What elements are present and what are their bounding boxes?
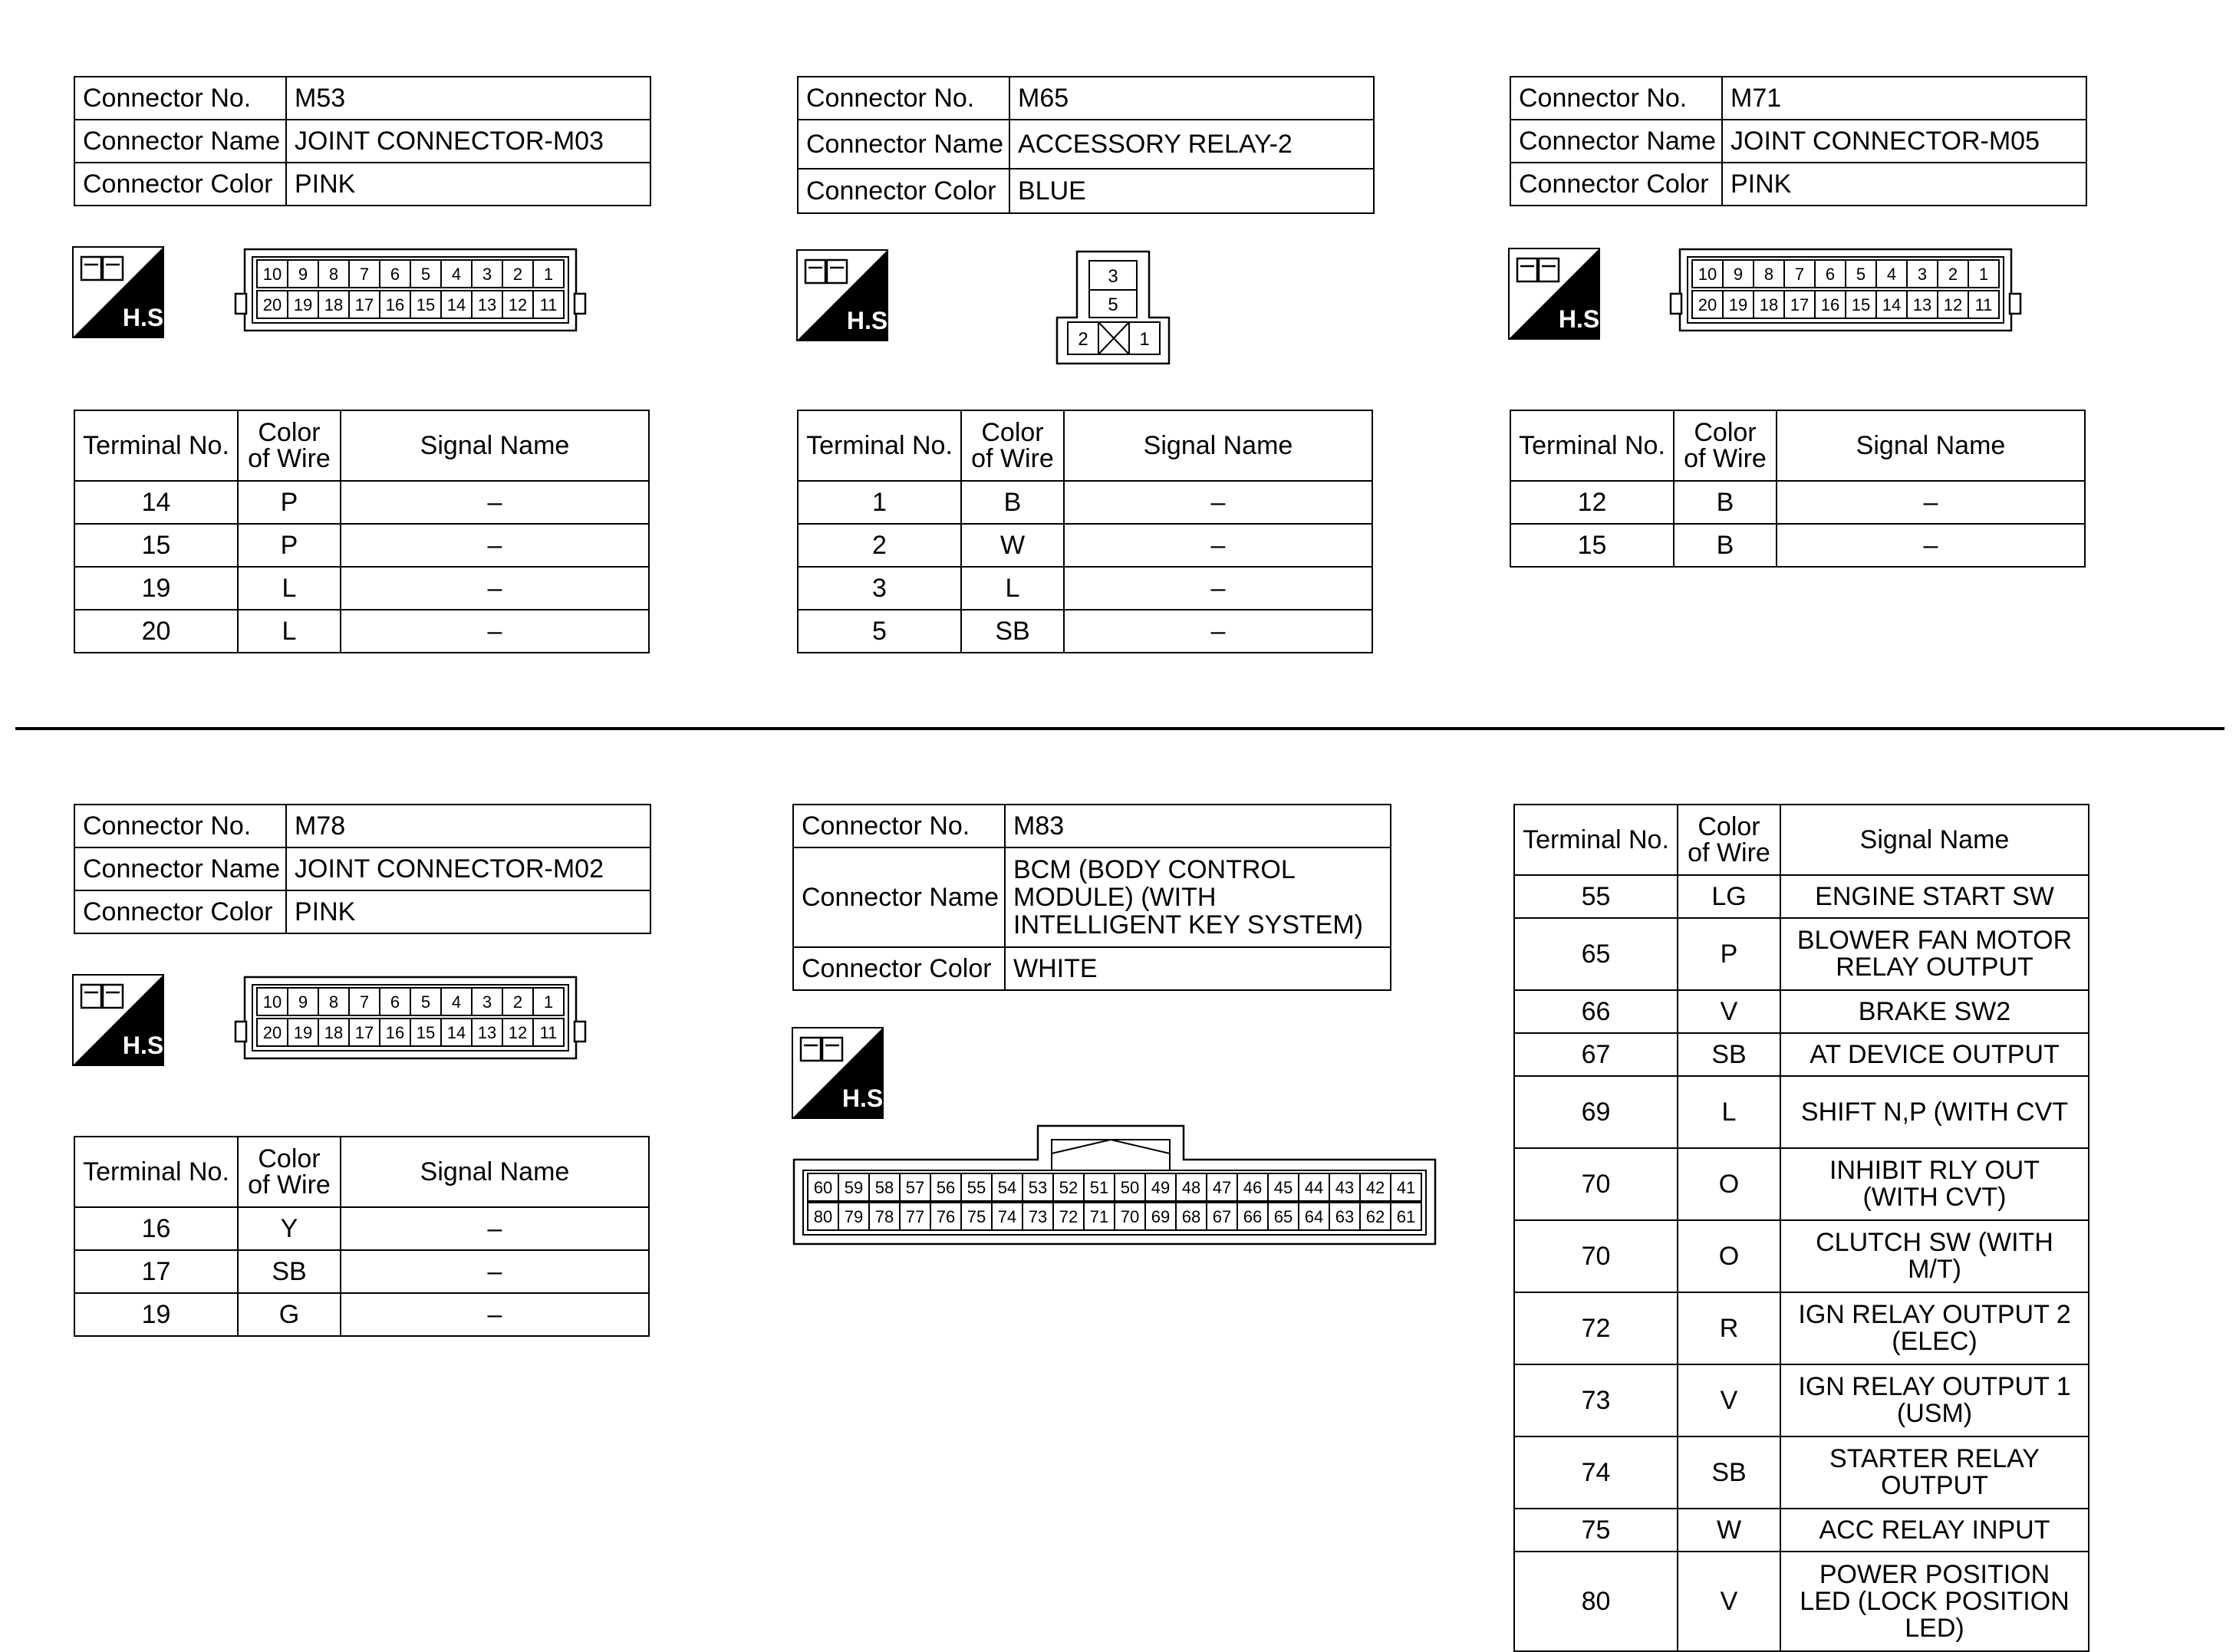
connector-color: PINK: [286, 163, 650, 206]
pin-label: 17: [354, 1022, 374, 1042]
pin-label: 2: [1948, 264, 1958, 284]
terminal-no: 74: [1514, 1436, 1678, 1509]
terminal-no: 75: [1514, 1509, 1678, 1552]
terminal-table-m65: [797, 410, 1373, 653]
pin-label: 12: [508, 295, 528, 314]
pin-label: 10: [262, 264, 282, 284]
table-row: [1514, 1509, 2089, 1552]
pin-label: 58: [874, 1177, 894, 1197]
pin-label: 60: [813, 1177, 833, 1197]
pin-label: 1: [1978, 264, 1989, 284]
signal-name: –: [341, 524, 649, 567]
label-connector-name: Connector Name: [1510, 120, 1722, 163]
wire-color: O: [1678, 1220, 1780, 1292]
label-connector-color: Connector Color: [793, 947, 1005, 990]
terminal-no: 69: [1514, 1076, 1678, 1148]
header-wire-color: Color of Wire: [1678, 805, 1780, 875]
connector-no: M78: [286, 805, 650, 847]
header-terminal-no: Terminal No.: [74, 1137, 238, 1207]
signal-name: –: [1064, 567, 1372, 610]
wire-color: R: [1678, 1292, 1780, 1364]
pin-label: 5: [420, 264, 431, 284]
header-wire-color: Color of Wire: [238, 410, 341, 481]
wire-color: L: [238, 567, 341, 610]
hs-label: H.S.: [1558, 305, 1607, 333]
signal-name: POWER POSITION LED (LOCK POSITION LED): [1780, 1552, 2089, 1651]
pin-label: 4: [451, 992, 462, 1012]
wire-color: SB: [1678, 1033, 1780, 1076]
header-signal-name: Signal Name: [1064, 410, 1372, 481]
wire-color: B: [1674, 481, 1777, 524]
header-wire-color: Color of Wire: [238, 1137, 341, 1207]
pin-label: 12: [1943, 295, 1963, 314]
wire-color: SB: [961, 610, 1064, 653]
connector-info-m65: [797, 76, 1375, 214]
pin-label: 5: [1856, 264, 1866, 284]
header-signal-name: Signal Name: [341, 410, 649, 481]
terminal-no: 70: [1514, 1220, 1678, 1292]
hs-label: H.S.: [122, 1032, 171, 1059]
terminal-table-m71: [1510, 410, 2086, 568]
pin-label: 4: [451, 264, 462, 284]
pin-label: 5: [1108, 295, 1118, 315]
connector-face-m83: [792, 1123, 1437, 1249]
connector-name: BCM (BODY CONTROL MODULE) (WITH INTELLIGENT KEY SYSTEM): [1005, 847, 1391, 947]
pin-label: 9: [298, 264, 308, 284]
signal-name: ACC RELAY INPUT: [1780, 1509, 2089, 1552]
terminal-no: 14: [74, 481, 238, 524]
harness-side-icon: [72, 974, 171, 1070]
connector-info-m78: [74, 804, 651, 934]
connector-color: PINK: [1722, 163, 2086, 206]
pin-label: 2: [512, 264, 523, 284]
wire-color: W: [961, 524, 1064, 567]
wire-color: SB: [1678, 1436, 1780, 1509]
pin-label: 46: [1243, 1177, 1263, 1197]
table-row: [1514, 1292, 2089, 1364]
header-signal-name: Signal Name: [1777, 410, 2085, 481]
pin-label: 10: [262, 992, 282, 1012]
pin-label: 61: [1396, 1206, 1416, 1226]
pin-label: 44: [1304, 1177, 1324, 1197]
connector-face-m71: [1669, 248, 2022, 336]
signal-name: IGN RELAY OUTPUT 1 (USM): [1780, 1364, 2089, 1436]
connector-face-m65: [1055, 250, 1171, 369]
pin-label: 15: [1851, 295, 1871, 314]
connector-no: M83: [1005, 805, 1391, 847]
wire-color: L: [1678, 1076, 1780, 1148]
wire-color: P: [238, 524, 341, 567]
hs-label: H.S.: [846, 307, 895, 334]
signal-name: –: [1777, 524, 2085, 567]
harness-side-icon: [792, 1027, 891, 1123]
signal-name: –: [1064, 524, 1372, 567]
pin-label: 6: [390, 992, 400, 1012]
terminal-no: 20: [74, 610, 238, 653]
wire-color: V: [1678, 990, 1780, 1033]
terminal-no: 65: [1514, 918, 1678, 990]
pin-label: 54: [997, 1177, 1017, 1197]
pin-label: 16: [385, 1022, 405, 1042]
pin-label: 5: [420, 992, 431, 1012]
header-terminal-no: Terminal No.: [1510, 410, 1674, 481]
pin-label: 7: [359, 992, 370, 1012]
terminal-no: 55: [1514, 875, 1678, 918]
pin-label: 80: [813, 1206, 833, 1226]
pin-label: 11: [1974, 295, 1993, 314]
pin-label: 4: [1886, 264, 1897, 284]
terminal-no: 19: [74, 567, 238, 610]
label-connector-no: Connector No.: [793, 805, 1005, 847]
pin-label: 3: [1917, 264, 1928, 284]
wire-color: Y: [238, 1207, 341, 1250]
header-signal-name: Signal Name: [341, 1137, 649, 1207]
signal-name: –: [341, 1250, 649, 1293]
terminal-no: 70: [1514, 1148, 1678, 1220]
label-connector-color: Connector Color: [1510, 163, 1722, 206]
table-row: [798, 610, 1372, 653]
pin-label: 8: [328, 264, 339, 284]
connector-name: JOINT CONNECTOR-M02: [286, 847, 650, 890]
label-connector-no: Connector No.: [74, 805, 286, 847]
label-connector-no: Connector No.: [1510, 77, 1722, 120]
pin-label: 9: [298, 992, 308, 1012]
signal-name: IGN RELAY OUTPUT 2 (ELEC): [1780, 1292, 2089, 1364]
signal-name: BRAKE SW2: [1780, 990, 2089, 1033]
label-connector-name: Connector Name: [798, 120, 1009, 169]
pin-label: 6: [1825, 264, 1836, 284]
pin-label: 15: [416, 295, 436, 314]
table-row: [1510, 481, 2085, 524]
signal-name: –: [341, 567, 649, 610]
pin-label: 69: [1151, 1206, 1171, 1226]
pin-label: 71: [1089, 1206, 1109, 1226]
pin-label: 20: [262, 295, 282, 314]
header-terminal-no: Terminal No.: [74, 410, 238, 481]
pin-label: 64: [1304, 1206, 1324, 1226]
pin-label: 17: [354, 295, 374, 314]
wire-color: G: [238, 1293, 341, 1336]
signal-name: SHIFT N,P (WITH CVT: [1780, 1076, 2089, 1148]
label-connector-no: Connector No.: [798, 77, 1009, 120]
pin-label: 76: [936, 1206, 956, 1226]
wire-color: B: [1674, 524, 1777, 567]
table-row: [1514, 990, 2089, 1033]
connector-color: BLUE: [1009, 169, 1374, 213]
pin-label: 73: [1028, 1206, 1048, 1226]
pin-label: 19: [293, 295, 313, 314]
terminal-no: 15: [1510, 524, 1674, 567]
pin-label: 3: [482, 264, 492, 284]
terminal-no: 73: [1514, 1364, 1678, 1436]
pin-label: 8: [328, 992, 339, 1012]
section-divider: [15, 727, 2224, 730]
connector-name: ACCESSORY RELAY-2: [1009, 120, 1374, 169]
wire-color: V: [1678, 1552, 1780, 1651]
hs-label: H.S.: [122, 304, 171, 331]
pin-label: 15: [416, 1022, 436, 1042]
pin-label: 13: [477, 1022, 497, 1042]
signal-name: BLOWER FAN MOTOR RELAY OUTPUT: [1780, 918, 2089, 990]
table-row: [1510, 524, 2085, 567]
pin-label: 72: [1059, 1206, 1078, 1226]
label-connector-no: Connector No.: [74, 77, 286, 120]
pin-label: 13: [477, 295, 497, 314]
table-row: [74, 481, 649, 524]
pin-label: 12: [508, 1022, 528, 1042]
signal-name: –: [341, 1207, 649, 1250]
label-connector-name: Connector Name: [793, 847, 1005, 947]
header-wire-color: Color of Wire: [961, 410, 1064, 481]
pin-label: 79: [844, 1206, 864, 1226]
pin-label: 49: [1151, 1177, 1171, 1197]
wire-color: SB: [238, 1250, 341, 1293]
pin-label: 18: [324, 295, 344, 314]
pin-label: 7: [359, 264, 370, 284]
wire-color: P: [1678, 918, 1780, 990]
signal-name: ENGINE START SW: [1780, 875, 2089, 918]
connector-face-m53: [234, 248, 587, 336]
pin-label: 20: [1698, 295, 1717, 314]
signal-name: AT DEVICE OUTPUT: [1780, 1033, 2089, 1076]
pin-label: 19: [1728, 295, 1748, 314]
terminal-table-m83: [1513, 804, 2089, 1652]
terminal-no: 17: [74, 1250, 238, 1293]
pin-label: 65: [1273, 1206, 1293, 1226]
header-wire-color: Color of Wire: [1674, 410, 1777, 481]
pin-label: 14: [446, 295, 466, 314]
table-row: [74, 1250, 649, 1293]
table-row: [1514, 1148, 2089, 1220]
pin-label: 57: [905, 1177, 925, 1197]
label-connector-name: Connector Name: [74, 120, 286, 163]
header-terminal-no: Terminal No.: [798, 410, 961, 481]
terminal-no: 5: [798, 610, 961, 653]
pin-label: 53: [1028, 1177, 1048, 1197]
pin-label: 3: [1108, 266, 1118, 287]
pin-label: 8: [1763, 264, 1774, 284]
label-connector-color: Connector Color: [74, 163, 286, 206]
pin-label: 77: [905, 1206, 925, 1226]
connector-no: M65: [1009, 77, 1374, 120]
pin-label: 48: [1181, 1177, 1201, 1197]
connector-info-m53: [74, 76, 651, 206]
terminal-no: 12: [1510, 481, 1674, 524]
table-row: [798, 567, 1372, 610]
table-row: [74, 1207, 649, 1250]
harness-side-icon: [1508, 248, 1607, 344]
pin-label: 13: [1912, 295, 1932, 314]
table-row: [1514, 1364, 2089, 1436]
table-row: [798, 481, 1372, 524]
pin-label: 1: [1139, 329, 1150, 350]
connector-no: M71: [1722, 77, 2086, 120]
pin-label: 55: [967, 1177, 986, 1197]
table-row: [1514, 1552, 2089, 1651]
pin-label: 18: [324, 1022, 344, 1042]
terminal-no: 19: [74, 1293, 238, 1336]
pin-label: 45: [1273, 1177, 1293, 1197]
signal-name: –: [1064, 610, 1372, 653]
connector-info-m83: [792, 804, 1391, 991]
harness-side-icon: [72, 246, 171, 342]
terminal-no: 80: [1514, 1552, 1678, 1651]
terminal-no: 67: [1514, 1033, 1678, 1076]
harness-side-icon: [796, 249, 895, 345]
terminal-no: 16: [74, 1207, 238, 1250]
pin-label: 1: [543, 264, 554, 284]
table-row: [1514, 875, 2089, 918]
pin-label: 66: [1243, 1206, 1263, 1226]
pin-label: 59: [844, 1177, 864, 1197]
pin-label: 74: [997, 1206, 1017, 1226]
pin-label: 9: [1733, 264, 1744, 284]
terminal-no: 3: [798, 567, 961, 610]
signal-name: –: [341, 1293, 649, 1336]
pin-label: 10: [1698, 264, 1717, 284]
table-row: [74, 610, 649, 653]
pin-label: 62: [1365, 1206, 1385, 1226]
signal-name: –: [1064, 481, 1372, 524]
signal-name: –: [341, 610, 649, 653]
signal-name: STARTER RELAY OUTPUT: [1780, 1436, 2089, 1509]
label-connector-color: Connector Color: [74, 890, 286, 933]
pin-label: 67: [1212, 1206, 1232, 1226]
pin-label: 41: [1396, 1177, 1416, 1197]
table-row: [74, 567, 649, 610]
terminal-table-m78: [74, 1136, 650, 1337]
connector-no: M53: [286, 77, 650, 120]
wire-color: L: [961, 567, 1064, 610]
table-row: [1514, 1076, 2089, 1148]
wire-color: P: [238, 481, 341, 524]
wire-color: L: [238, 610, 341, 653]
pin-label: 16: [1820, 295, 1840, 314]
pin-label: 2: [1078, 329, 1088, 350]
connector-face-m78: [234, 976, 587, 1064]
table-row: [74, 1293, 649, 1336]
pin-label: 7: [1794, 264, 1805, 284]
signal-name: –: [1777, 481, 2085, 524]
pin-label: 2: [512, 992, 523, 1012]
label-connector-color: Connector Color: [798, 169, 1009, 213]
pin-label: 14: [446, 1022, 466, 1042]
pin-label: 19: [293, 1022, 313, 1042]
terminal-no: 2: [798, 524, 961, 567]
connector-name: JOINT CONNECTOR-M03: [286, 120, 650, 163]
table-row: [798, 524, 1372, 567]
pin-label: 11: [539, 1022, 558, 1042]
table-row: [74, 524, 649, 567]
wire-color: LG: [1678, 875, 1780, 918]
terminal-table-m53: [74, 410, 650, 653]
header-terminal-no: Terminal No.: [1514, 805, 1678, 875]
signal-name: INHIBIT RLY OUT (WITH CVT): [1780, 1148, 2089, 1220]
signal-name: –: [341, 481, 649, 524]
connector-name: JOINT CONNECTOR-M05: [1722, 120, 2086, 163]
terminal-no: 1: [798, 481, 961, 524]
wire-color: V: [1678, 1364, 1780, 1436]
pin-label: 56: [936, 1177, 956, 1197]
pin-label: 3: [482, 992, 492, 1012]
connector-color: WHITE: [1005, 947, 1391, 990]
pin-label: 50: [1120, 1177, 1140, 1197]
pin-label: 6: [390, 264, 400, 284]
terminal-no: 15: [74, 524, 238, 567]
pin-label: 14: [1882, 295, 1902, 314]
pin-label: 42: [1365, 1177, 1385, 1197]
pin-label: 70: [1120, 1206, 1140, 1226]
table-row: [1514, 1220, 2089, 1292]
pin-label: 1: [543, 992, 554, 1012]
header-signal-name: Signal Name: [1780, 805, 2089, 875]
pin-label: 51: [1089, 1177, 1109, 1197]
table-row: [1514, 1436, 2089, 1509]
label-connector-name: Connector Name: [74, 847, 286, 890]
signal-name: CLUTCH SW (WITH M/T): [1780, 1220, 2089, 1292]
pin-label: 20: [262, 1022, 282, 1042]
pin-label: 11: [539, 295, 558, 314]
connector-color: PINK: [286, 890, 650, 933]
pin-label: 17: [1790, 295, 1810, 314]
terminal-no: 66: [1514, 990, 1678, 1033]
wire-color: W: [1678, 1509, 1780, 1552]
pin-label: 52: [1059, 1177, 1078, 1197]
hs-label: H.S.: [841, 1084, 891, 1112]
pin-label: 78: [874, 1206, 894, 1226]
terminal-no: 72: [1514, 1292, 1678, 1364]
wire-color: O: [1678, 1148, 1780, 1220]
connector-info-m71: [1510, 76, 2087, 206]
pin-label: 47: [1212, 1177, 1232, 1197]
pin-label: 63: [1335, 1206, 1355, 1226]
table-row: [1514, 918, 2089, 990]
pin-label: 18: [1759, 295, 1779, 314]
pin-label: 68: [1181, 1206, 1201, 1226]
wire-color: B: [961, 481, 1064, 524]
pin-label: 43: [1335, 1177, 1355, 1197]
pin-label: 16: [385, 295, 405, 314]
pin-label: 75: [967, 1206, 986, 1226]
table-row: [1514, 1033, 2089, 1076]
